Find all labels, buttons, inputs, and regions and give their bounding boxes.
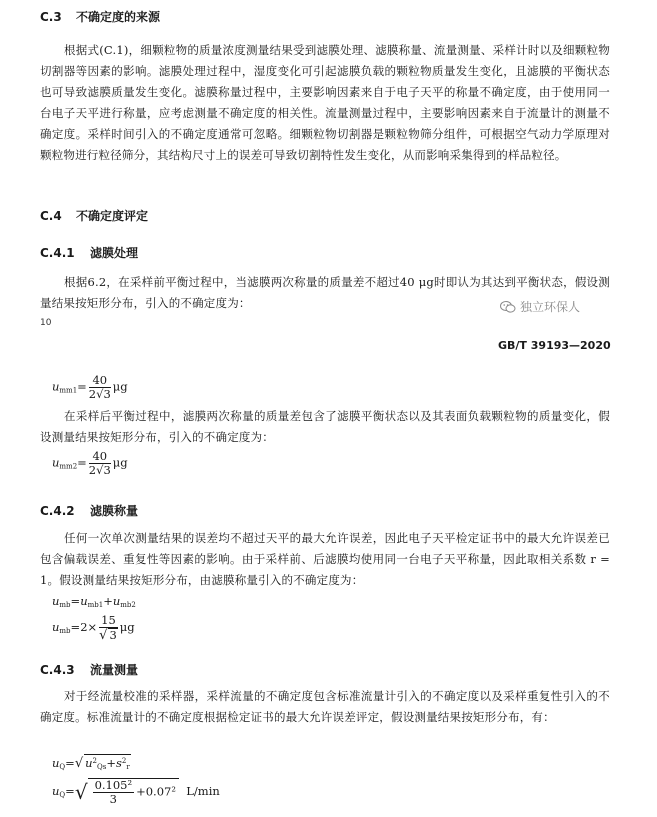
section-c41-paragraph-1: 根据6.2，在采样前平衡过程中，当滤膜两次称量的质量差不超过40 μg时即认为其达到平衡状态，假设测量结果按矩形分布，引入的不确定度为：: [40, 275, 610, 310]
standard-number: GB/T 39193—2020: [498, 339, 611, 352]
watermark-text: 独立环保人: [520, 300, 581, 314]
equation-uq-value: $u_Q=√$ $\frac{\text{0.105²}}{3}$ +0.07² L/min: [52, 778, 220, 806]
section-number: C.4: [40, 209, 62, 223]
section-number: C.4.2: [40, 504, 75, 518]
section-c3-heading: [40, 8, 160, 25]
section-c41-paragraph-2: 在采样后平衡过程中，滤膜两次称量的质量差包含了滤膜平衡状态以及其表面负载颗粒物的质量变化，假设测量结果按矩形分布，引入的不确定度为：: [40, 409, 610, 444]
section-c43-heading: [40, 661, 138, 678]
section-number: C.3: [40, 10, 62, 24]
equation-umm2: $u_{mm2}=$ $\frac{40}{2√3}$ μg: [52, 449, 128, 477]
section-number: C.4.1: [40, 246, 75, 260]
equation-umb-value: $u_{mb}=2\times$ $\frac{15}{√ 3}$ μg: [52, 613, 135, 643]
section-c4-heading: [40, 207, 148, 224]
section-title: 滤膜称量: [90, 504, 139, 518]
section-title: 不确定度评定: [76, 209, 149, 223]
section-number: C.4.3: [40, 663, 75, 677]
equation-umb-sum: $u_{mb}=u_{mb1}+u_{mb2}$: [52, 594, 136, 609]
section-title: 不确定度的来源: [76, 10, 161, 24]
section-title: 流量测量: [90, 663, 139, 677]
equation-umm1: $u_{mm1}=$ $\frac{40}{2√3}$ μg: [52, 373, 128, 401]
equation-uq-formula: $u_Q=√$ $u^2_{Qs}+s^2_r$: [52, 756, 130, 771]
section-c42-heading: [40, 502, 138, 519]
section-c41-heading: [40, 244, 138, 261]
wechat-icon: [500, 300, 516, 314]
watermark: [500, 298, 580, 315]
page-number: 10: [40, 318, 52, 328]
section-c3-paragraph: 根据式(C.1)，细颗粒物的质量浓度测量结果受到滤膜处理、滤膜称量、流量测量、采样计时以及细颗粒物切割器等因素的影响。滤膜处理过程中，湿度变化可引起滤膜负载的颗粒物质量发生变化，且滤膜的平衡状态也可导致滤膜质量发生变化。滤膜称量过程中，主要影响因素来自于电子天平的称量不确定度，由于使用同一台电子天平进行称量，应考虑测量不确定度的相关性。流量测量过程中，主要影响因素来自于流量计的测量不确定度。采样时间引入的不确定度通常可忽略。细颗粒物切割器是颗粒物筛分组件，可根据空气动力学原理对颗粒物进行粒径筛分，其结构尺寸上的误差可导致切割特性发生变化，从而影响采集得到的样品粒径。: [40, 43, 610, 162]
section-c43-paragraph: 对于经流量校准的采样器，采样流量的不确定度包含标准流量计引入的不确定度以及采样重复性引入的不确定度。标准流量计的不确定度根据检定证书的最大允许误差评定，假设测量结果按矩形分布，有：: [40, 689, 610, 724]
section-c42-paragraph: 任何一次单次测量结果的误差均不超过天平的最大允许误差，因此电子天平检定证书中的最大允许误差已包含偏载误差、重复性等因素的影响。由于采样前、后滤膜均使用同一台电子天平称量，因此取相关系数 r = 1。假设测量结果按矩形分布，由滤膜称量引入的不确定度为：: [40, 531, 610, 587]
section-title: 滤膜处理: [90, 246, 139, 260]
